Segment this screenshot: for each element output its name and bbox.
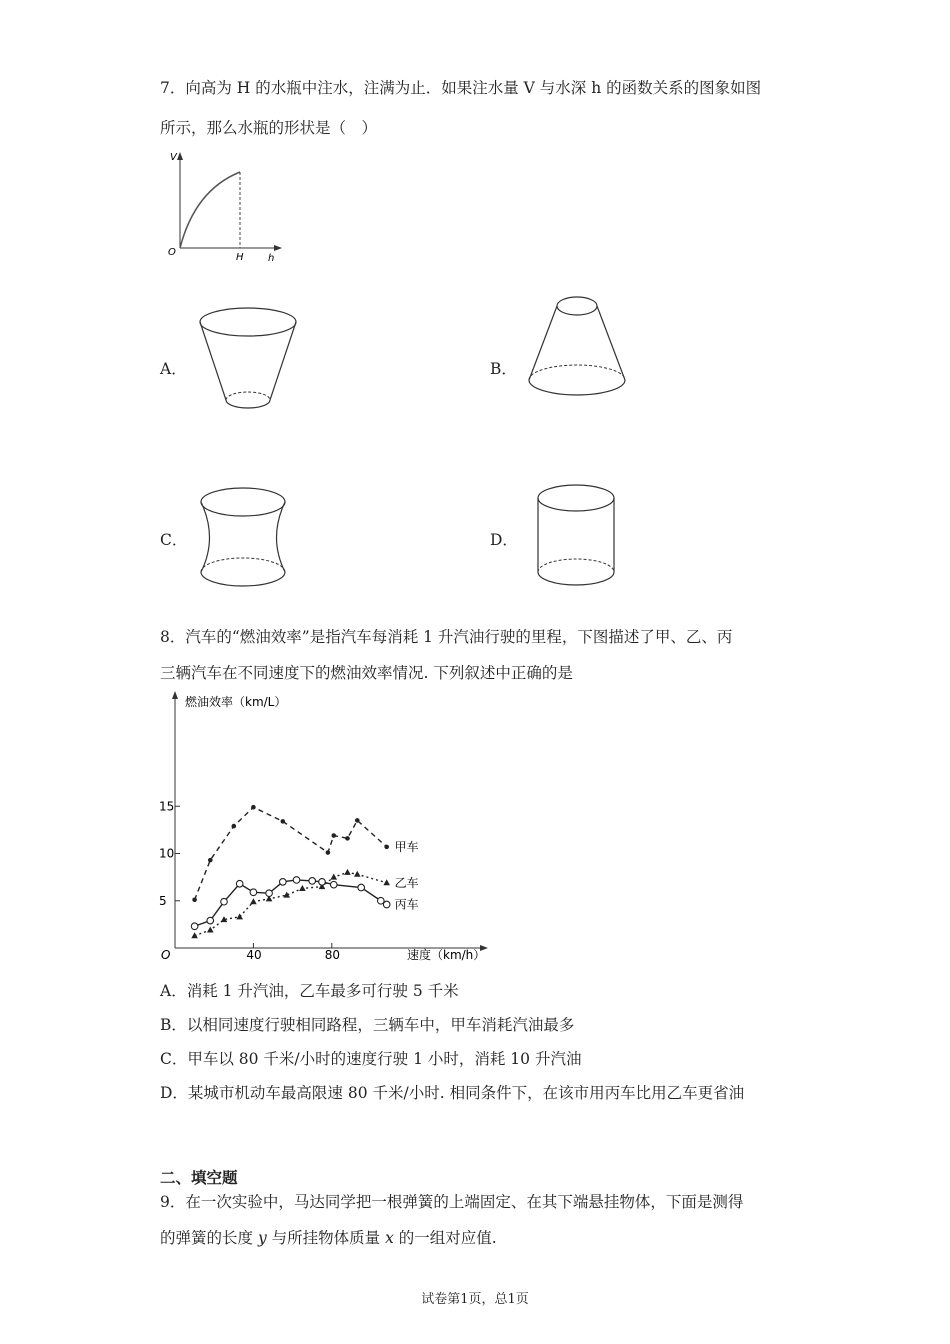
- q8-option-c: C．甲车以 80 千米/小时的速度行驶 1 小时，消耗 10 升汽油: [160, 1050, 582, 1068]
- x-tick-label: 40: [246, 948, 262, 962]
- series-2-point: [280, 879, 287, 886]
- series-label-1: 乙车: [394, 875, 419, 890]
- graph-origin-label: O: [168, 247, 176, 258]
- q8-option-b: B．以相同速度行驶相同路程，三辆车中，甲车消耗汽油最多: [160, 1016, 575, 1034]
- series-2-point: [358, 884, 365, 891]
- fuel-efficiency-chart: [155, 686, 495, 966]
- series-2-point: [330, 881, 337, 888]
- q7-option-c-label: C．: [160, 531, 188, 549]
- chart-y-label: 燃油效率（km/L）: [185, 695, 287, 709]
- series-0-point: [251, 805, 256, 810]
- series-0-point: [345, 836, 350, 841]
- series-2-point: [207, 917, 214, 924]
- series-0-point: [326, 850, 331, 855]
- y-tick-label: 15: [159, 799, 175, 814]
- q9-text-part3: 的一组对应值.: [393, 1229, 497, 1247]
- chart-y-axis-arrow: [172, 691, 178, 699]
- series-0-point: [331, 833, 336, 838]
- q7-option-c-bottle: [196, 484, 296, 594]
- q7-volume-graph: [160, 148, 290, 266]
- series-2-point: [319, 879, 326, 886]
- series-1-point: [344, 869, 351, 875]
- series-2-point: [266, 890, 273, 897]
- chart-origin-label: O: [161, 948, 171, 962]
- q7-option-b-bottle: [525, 292, 635, 404]
- q7-option-a-bottle: [196, 302, 306, 414]
- series-2-point: [383, 901, 390, 908]
- q7-option-d-label: D．: [490, 531, 518, 549]
- q9-text-part2: 与所挂物体质量: [266, 1229, 386, 1247]
- q9-text-part1: 的弹簧的长度: [160, 1229, 258, 1247]
- series-0-point: [281, 819, 286, 824]
- q9-var-x: x: [385, 1229, 394, 1247]
- page-footer: 试卷第1页，总1页: [421, 1292, 529, 1307]
- series-2-point: [221, 898, 228, 905]
- y-tick-label: 10: [159, 846, 175, 861]
- series-2-point: [250, 889, 257, 896]
- series-2-point: [191, 923, 198, 930]
- y-tick-label: 5: [159, 893, 167, 908]
- q7-option-b-label: B．: [490, 360, 517, 378]
- q8-text-line1: 8．汽车的“燃油效率”是指汽车每消耗 1 升汽油行驶的里程，下图描述了甲、乙、丙: [160, 628, 733, 646]
- series-1-point: [299, 885, 306, 891]
- x-tick-label: 80: [324, 948, 341, 962]
- q8-option-d: D．某城市机动车最高限速 80 千米/小时. 相同条件下，在该市用丙车比用乙车更省油: [160, 1084, 745, 1102]
- q9-text-line1: 9．在一次实验中，马达同学把一根弹簧的上端固定、在其下端悬挂物体，下面是测得: [160, 1193, 744, 1211]
- series-2-point: [309, 878, 316, 885]
- graph-x-label: h: [268, 253, 275, 264]
- series-1-point: [236, 913, 243, 919]
- chart-x-label: 速度（km/h）: [407, 948, 486, 962]
- q8-text-line2: 三辆汽车在不同速度下的燃油效率情况. 下列叙述中正确的是: [160, 664, 573, 682]
- series-0-point: [208, 858, 213, 863]
- q9-var-y: y: [257, 1229, 267, 1247]
- series-2-point: [378, 897, 385, 904]
- q7-option-d-bottle: [533, 480, 623, 592]
- series-label-2: 丙车: [394, 897, 419, 912]
- q7-text-line1: 7．向高为 H 的水瓶中注水，注满为止．如果注水量 V 与水深 h 的函数关系的图象如图: [160, 79, 762, 97]
- series-0-point: [192, 898, 197, 903]
- series-label-0: 甲车: [394, 839, 419, 854]
- series-1-point: [191, 932, 198, 938]
- series-1-point: [330, 874, 337, 880]
- section-heading: 二、填空题: [160, 1168, 238, 1187]
- series-1-point: [250, 898, 257, 904]
- series-0-point: [384, 845, 389, 850]
- series-1-point: [354, 871, 361, 877]
- series-2-point: [236, 880, 243, 887]
- series-0-point: [355, 818, 360, 823]
- series-0-point: [232, 824, 237, 829]
- graph-y-label: V: [170, 152, 177, 163]
- q7-option-a-label: A．: [160, 360, 187, 378]
- series-1-point: [383, 879, 390, 885]
- series-2-point: [293, 877, 300, 884]
- graph-tick-H: H: [236, 252, 244, 263]
- q9-text-line2: [160, 1226, 497, 1248]
- q7-text-line2: 所示，那么水瓶的形状是（ ）: [160, 119, 378, 137]
- q8-option-a: A．消耗 1 升汽油，乙车最多可行驶 5 千米: [160, 982, 459, 1000]
